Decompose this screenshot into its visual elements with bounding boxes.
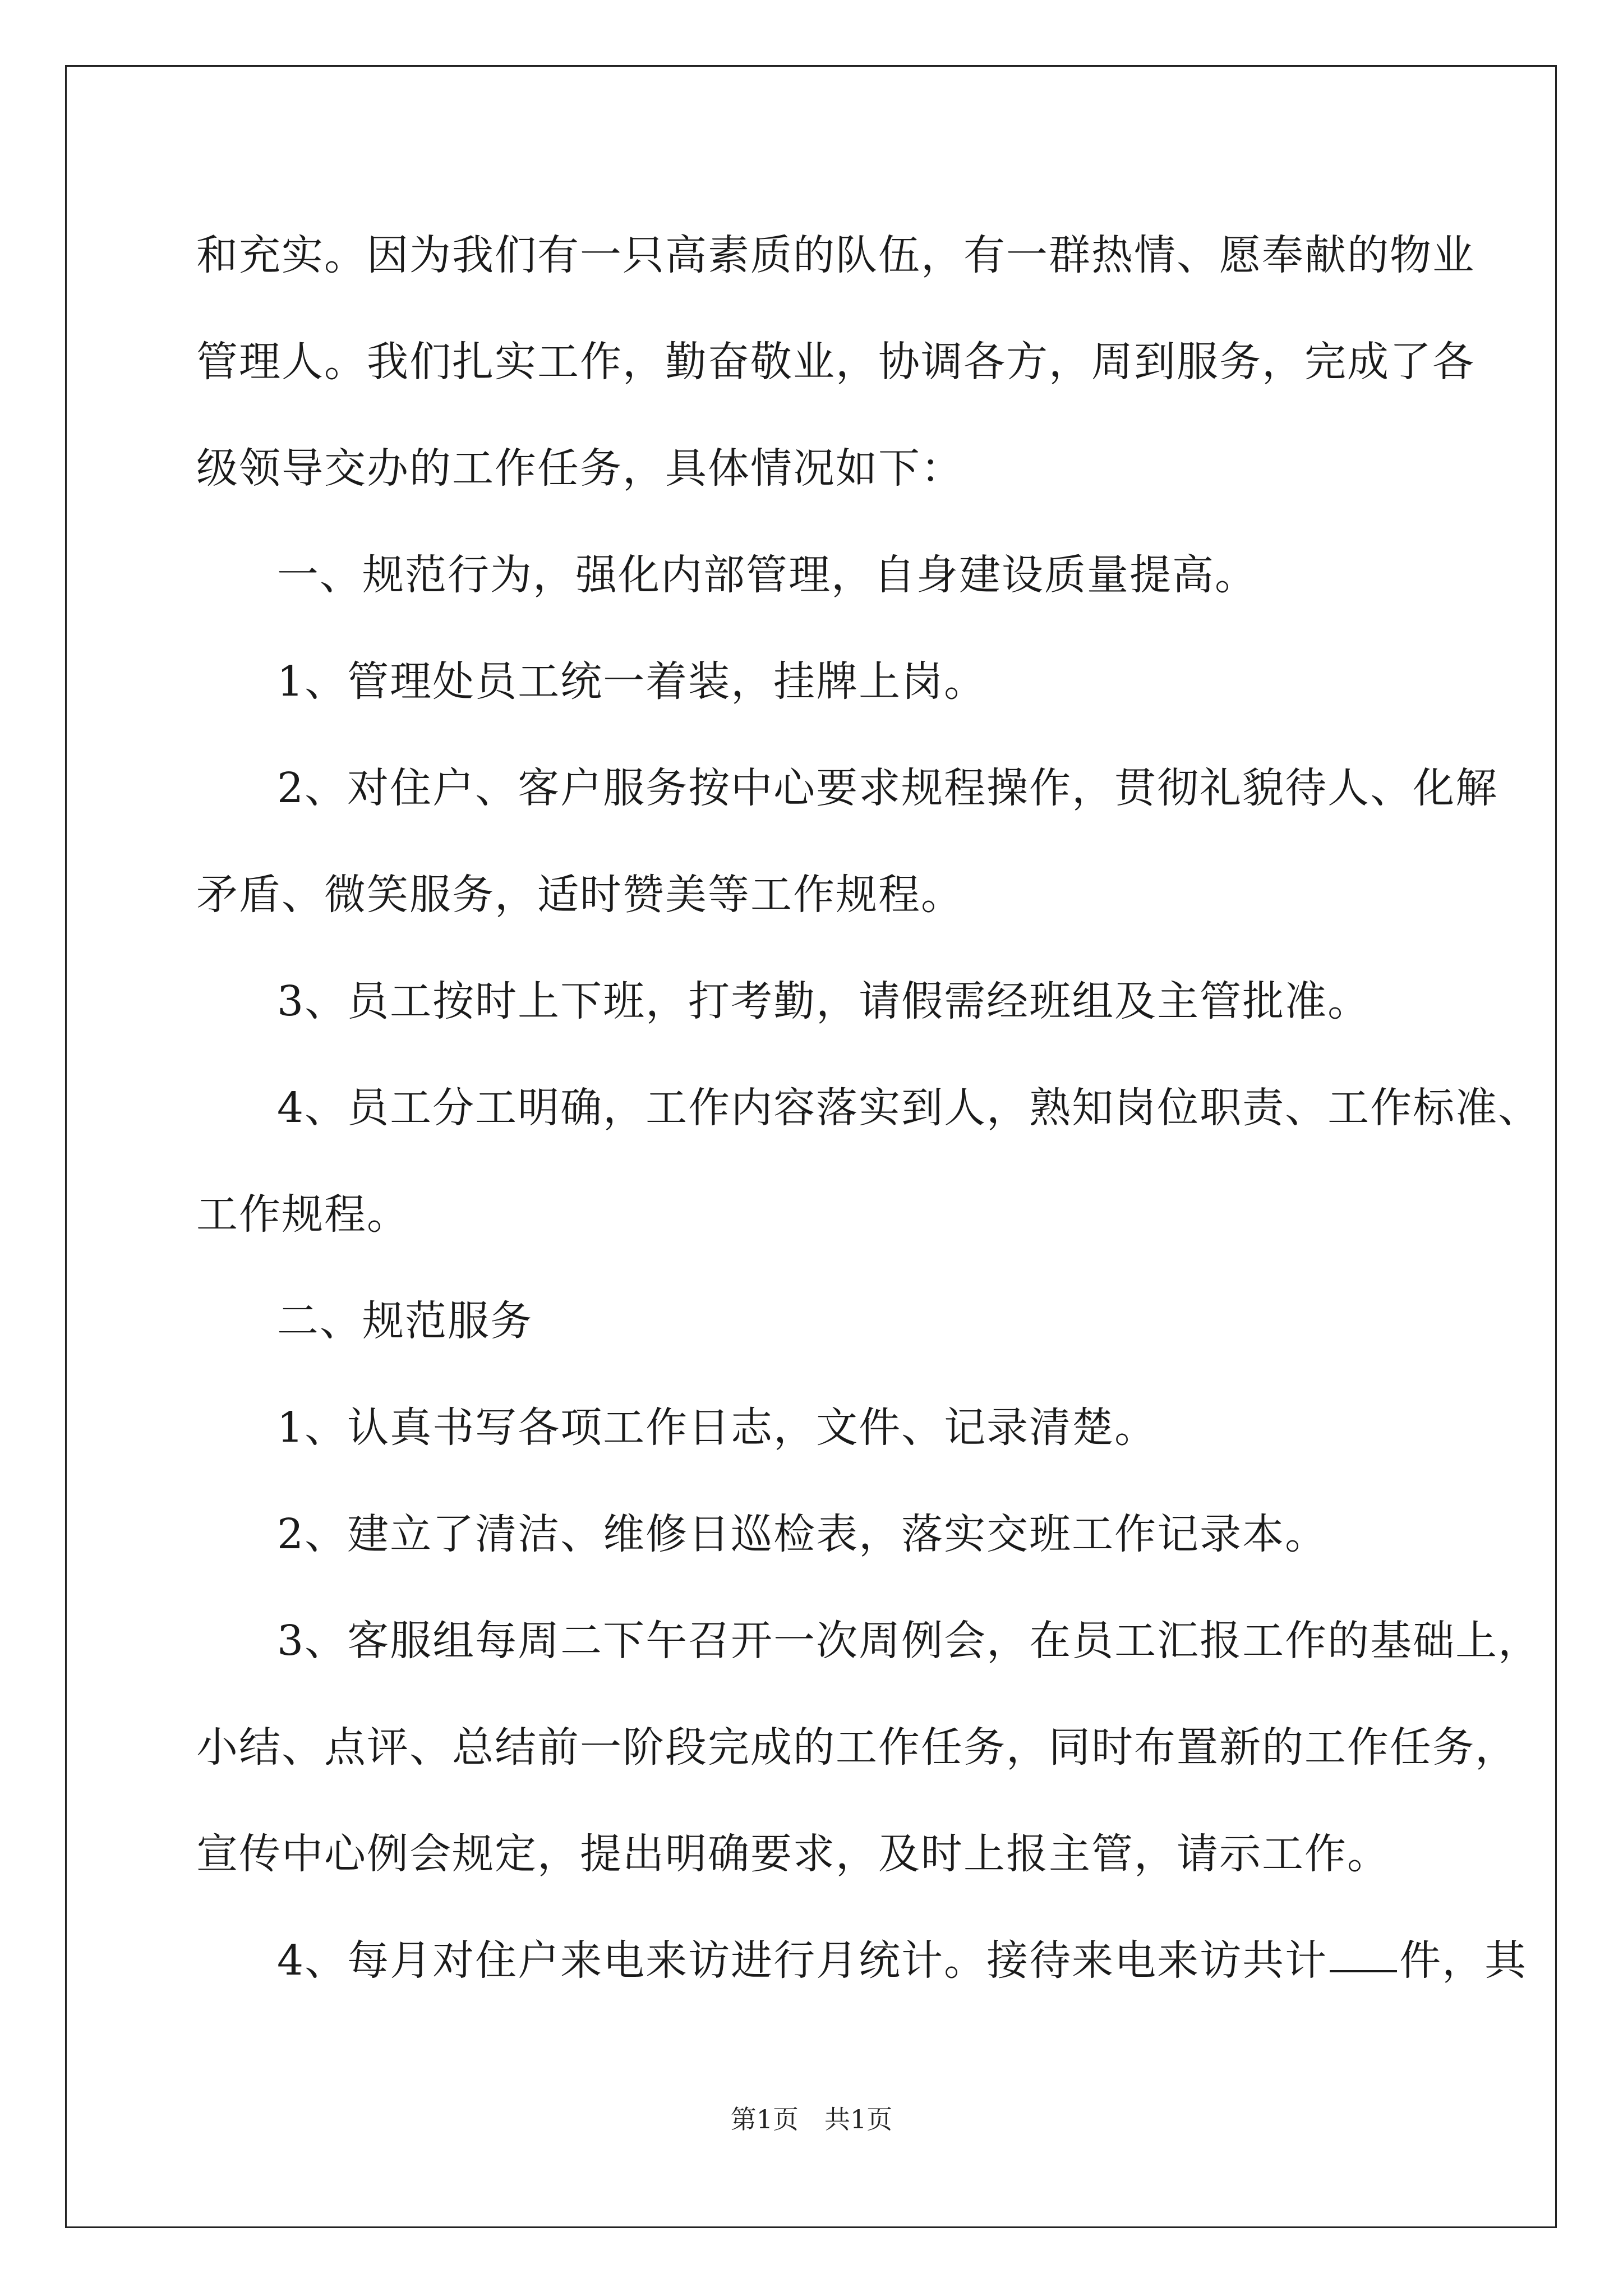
line-text-before-blank: 4、每月对住户来电来访进行月统计。接待来电来访共计: [277, 1936, 1328, 1985]
paragraph-line: [196, 1907, 1528, 2014]
paragraph-line: 工作规程。: [196, 1190, 409, 1239]
paragraph-line: 4、员工分工明确，工作内容落实到人，熟知岗位职责、工作标准、: [277, 1084, 1541, 1132]
line-text-after-blank: 件，其: [1399, 1936, 1528, 1985]
section-heading: 二、规范服务: [277, 1297, 533, 1345]
page-footer: [0, 2102, 1623, 2136]
paragraph-line: 矛盾、微笑服务，适时赞美等工作规程。: [196, 871, 963, 919]
paragraph-line: 宣传中心例会规定，提出明确要求，及时上报主管，请示工作。: [196, 1830, 1390, 1878]
paragraph-line: 3、客服组每周二下午召开一次周例会，在员工汇报工作的基础上，: [277, 1617, 1541, 1665]
paragraph-line: 2、建立了清洁、维修日巡检表，落实交班工作记录本。: [277, 1510, 1328, 1558]
paragraph-line: 3、员工按时上下班，打考勤，请假需经班组及主管批准。: [277, 977, 1371, 1025]
paragraph-line: 管理人。我们扎实工作，勤奋敬业，协调各方，周到服务，完成了各: [196, 338, 1475, 386]
section-heading: 一、规范行为，强化内部管理，自身建设质量提高。: [277, 551, 1257, 599]
paragraph-line: 1、认真书写各项工作日志，文件、记录清楚。: [277, 1404, 1158, 1452]
paragraph-line: 小结、点评、总结前一阶段完成的工作任务，同时布置新的工作任务，: [196, 1723, 1518, 1772]
document-body: [196, 202, 1541, 2014]
fill-in-blank: [1330, 1970, 1397, 1972]
paragraph-line: 1、管理处员工统一着装，挂牌上岗。: [277, 657, 987, 706]
paragraph-line: 和充实。因为我们有一只高素质的队伍，有一群热情、愿奉献的物业: [196, 231, 1475, 279]
paragraph-line: 2、对住户、客户服务按中心要求规程操作，贯彻礼貌待人、化解: [277, 764, 1498, 812]
paragraph-line: 级领导交办的工作任务，具体情况如下：: [196, 444, 963, 493]
page-number: 第1页 共1页: [730, 2104, 893, 2134]
